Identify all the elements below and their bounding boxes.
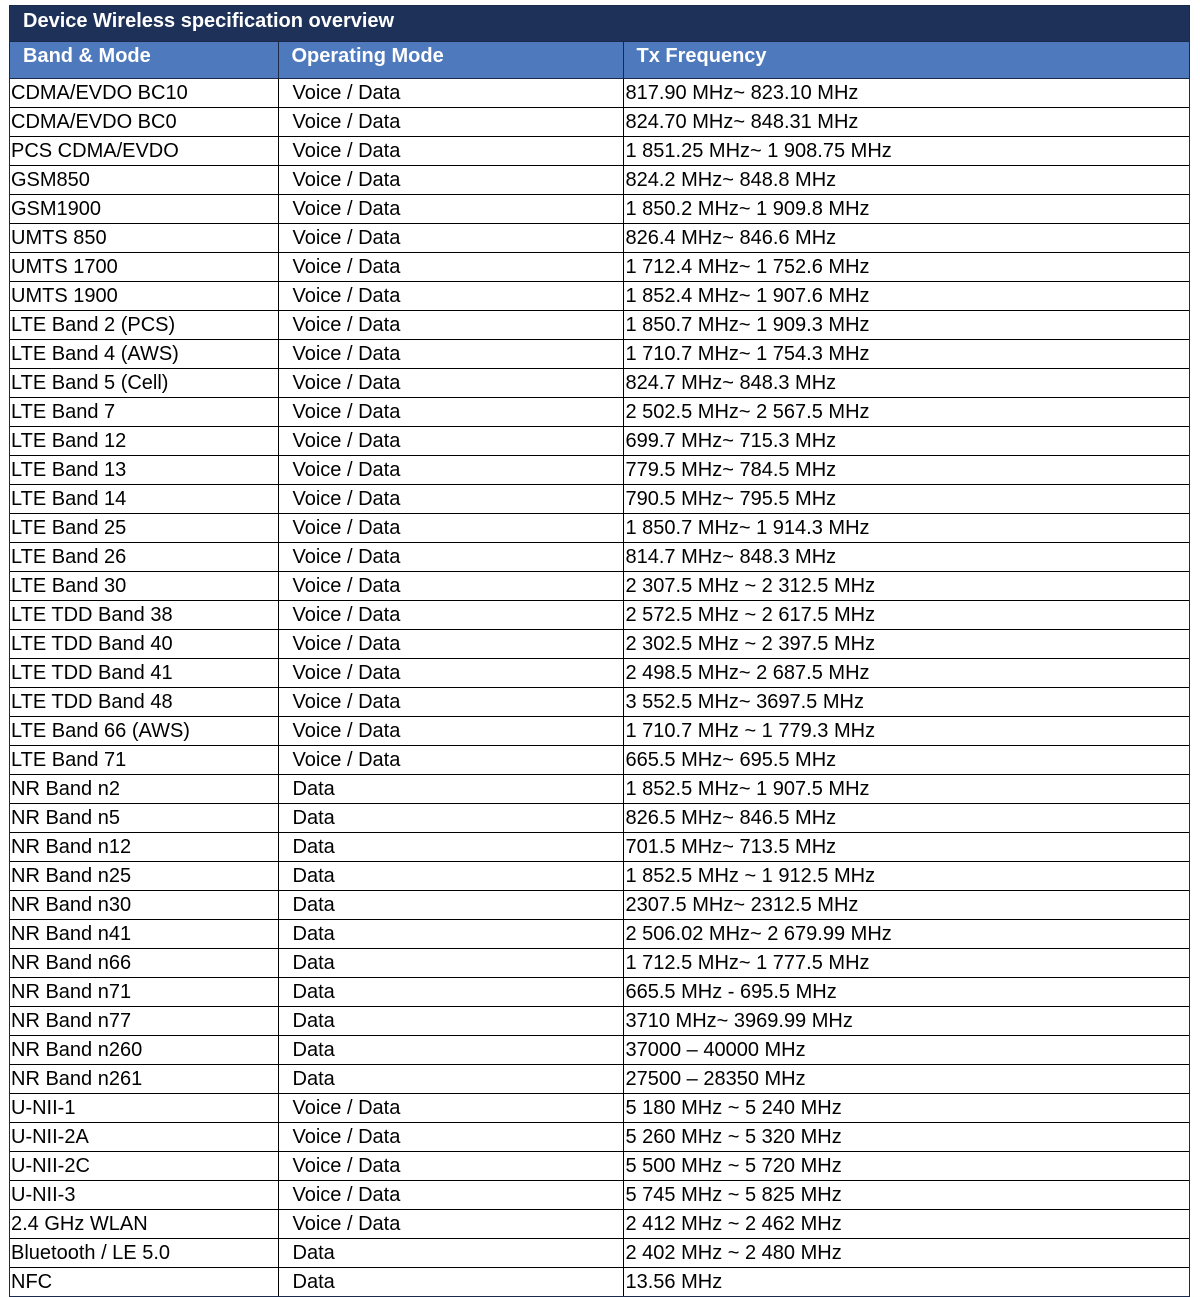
table-row — [10, 368, 1189, 397]
band-cell: NR Band n25 — [10, 861, 278, 890]
band-cell: LTE TDD Band 41 — [10, 658, 278, 687]
band-cell: UMTS 850 — [10, 223, 278, 252]
wireless-spec-table — [10, 42, 1189, 1296]
tx-frequency-cell: 790.5 MHz~ 795.5 MHz — [623, 484, 1189, 513]
band-cell: NR Band n77 — [10, 1006, 278, 1035]
operating-mode-cell: Data — [278, 948, 623, 977]
table-row — [10, 803, 1189, 832]
band-cell: U-NII-2A — [10, 1122, 278, 1151]
tx-frequency-cell: 665.5 MHz - 695.5 MHz — [623, 977, 1189, 1006]
tx-frequency-cell: 3 552.5 MHz~ 3697.5 MHz — [623, 687, 1189, 716]
band-cell: LTE Band 7 — [10, 397, 278, 426]
band-cell: LTE Band 30 — [10, 571, 278, 600]
column-header-band: Band & Mode — [10, 42, 278, 78]
table-row — [10, 1209, 1189, 1238]
tx-frequency-cell: 665.5 MHz~ 695.5 MHz — [623, 745, 1189, 774]
column-header-mode: Operating Mode — [278, 42, 623, 78]
table-row — [10, 339, 1189, 368]
band-cell: LTE TDD Band 38 — [10, 600, 278, 629]
band-cell: CDMA/EVDO BC10 — [10, 78, 278, 107]
operating-mode-cell: Voice / Data — [278, 600, 623, 629]
tx-frequency-cell: 826.4 MHz~ 846.6 MHz — [623, 223, 1189, 252]
table-row — [10, 281, 1189, 310]
tx-frequency-cell: 2 502.5 MHz~ 2 567.5 MHz — [623, 397, 1189, 426]
operating-mode-cell: Voice / Data — [278, 716, 623, 745]
operating-mode-cell: Data — [278, 861, 623, 890]
table-row — [10, 1238, 1189, 1267]
table-row — [10, 600, 1189, 629]
operating-mode-cell: Data — [278, 977, 623, 1006]
band-cell: U-NII-3 — [10, 1180, 278, 1209]
table-row — [10, 629, 1189, 658]
band-cell: LTE Band 26 — [10, 542, 278, 571]
band-cell: NR Band n5 — [10, 803, 278, 832]
band-cell: NFC — [11, 1270, 53, 1293]
operating-mode-cell: Voice / Data — [278, 136, 623, 165]
table-row — [10, 861, 1189, 890]
table-row — [10, 426, 1189, 455]
band-cell: LTE Band 25 — [10, 513, 278, 542]
operating-mode-cell: Data — [278, 1064, 623, 1093]
operating-mode-cell: Voice / Data — [278, 310, 623, 339]
band-cell: U-NII-2C — [10, 1151, 278, 1180]
band-cell: Bluetooth / LE 5.0 — [10, 1238, 278, 1267]
table-row — [10, 1064, 1189, 1093]
operating-mode-cell: Voice / Data — [278, 455, 623, 484]
band-cell: NR Band n12 — [10, 832, 278, 861]
tx-frequency-cell: 5 260 MHz ~ 5 320 MHz — [623, 1122, 1189, 1151]
table-row — [10, 252, 1189, 281]
table-row — [10, 1093, 1189, 1122]
band-cell: NR Band n260 — [10, 1035, 278, 1064]
band-cell: NR Band n71 — [10, 977, 278, 1006]
table-row — [10, 774, 1189, 803]
tx-frequency-cell: 824.70 MHz~ 848.31 MHz — [623, 107, 1189, 136]
operating-mode-cell: Voice / Data — [278, 223, 623, 252]
tx-frequency-cell: 814.7 MHz~ 848.3 MHz — [623, 542, 1189, 571]
tx-frequency-cell: 2 412 MHz ~ 2 462 MHz — [623, 1209, 1189, 1238]
band-cell: LTE Band 13 — [10, 455, 278, 484]
operating-mode-cell: Voice / Data — [278, 1209, 623, 1238]
table-row — [10, 1122, 1189, 1151]
table-row — [10, 455, 1189, 484]
table-row — [10, 1180, 1189, 1209]
operating-mode-cell: Data — [278, 1238, 623, 1267]
band-cell: LTE TDD Band 40 — [10, 629, 278, 658]
band-cell: LTE Band 4 (AWS) — [10, 339, 278, 368]
tx-frequency-cell: 817.90 MHz~ 823.10 MHz — [623, 78, 1189, 107]
tx-frequency-cell: 5 745 MHz ~ 5 825 MHz — [623, 1180, 1189, 1209]
table-row — [10, 571, 1189, 600]
tx-frequency-cell: 37000 – 40000 MHz — [623, 1035, 1189, 1064]
operating-mode-cell: Data — [278, 919, 623, 948]
band-cell: U-NII-1 — [10, 1093, 278, 1122]
band-cell: CDMA/EVDO BC0 — [10, 107, 278, 136]
table-row — [10, 687, 1189, 716]
wireless-spec-table-container — [9, 5, 1190, 1297]
operating-mode-cell: Voice / Data — [278, 745, 623, 774]
band-cell: LTE Band 71 — [10, 745, 278, 774]
table-body — [10, 78, 1189, 1296]
tx-frequency-cell: 1 851.25 MHz~ 1 908.75 MHz — [623, 136, 1189, 165]
table-row — [10, 1035, 1189, 1064]
tx-frequency-cell: 2 572.5 MHz ~ 2 617.5 MHz — [623, 600, 1189, 629]
operating-mode-cell: Voice / Data — [278, 165, 623, 194]
operating-mode-cell: Voice / Data — [278, 571, 623, 600]
table-row — [10, 977, 1189, 1006]
column-header-frequency: Tx Frequency — [623, 42, 1189, 78]
band-cell: GSM850 — [10, 165, 278, 194]
tx-frequency-cell: 2 498.5 MHz~ 2 687.5 MHz — [623, 658, 1189, 687]
tx-frequency-cell: 699.7 MHz~ 715.3 MHz — [623, 426, 1189, 455]
operating-mode-cell: Voice / Data — [278, 1093, 623, 1122]
band-cell: 2.4 GHz WLAN — [10, 1209, 278, 1238]
tx-frequency-cell: 1 710.7 MHz ~ 1 779.3 MHz — [623, 716, 1189, 745]
operating-mode-cell: Voice / Data — [278, 194, 623, 223]
band-cell: NR Band n261 — [10, 1064, 278, 1093]
operating-mode-cell: Voice / Data — [278, 281, 623, 310]
operating-mode-cell: Voice / Data — [278, 78, 623, 107]
band-cell: UMTS 1900 — [10, 281, 278, 310]
tx-frequency-cell: 3710 MHz~ 3969.99 MHz — [623, 1006, 1189, 1035]
band-cell: NR Band n30 — [10, 890, 278, 919]
table-row — [10, 658, 1189, 687]
band-cell: UMTS 1700 — [10, 252, 278, 281]
operating-mode-cell: Voice / Data — [278, 687, 623, 716]
operating-mode-cell: Voice / Data — [278, 1180, 623, 1209]
table-row — [10, 716, 1189, 745]
table-row — [10, 542, 1189, 571]
operating-mode-cell: Voice / Data — [278, 1122, 623, 1151]
table-row — [10, 165, 1189, 194]
tx-frequency-cell: 701.5 MHz~ 713.5 MHz — [623, 832, 1189, 861]
tx-frequency-cell: 1 852.4 MHz~ 1 907.6 MHz — [623, 281, 1189, 310]
operating-mode-cell: Voice / Data — [278, 629, 623, 658]
operating-mode-cell: Data — [278, 774, 623, 803]
operating-mode-cell: Data — [278, 1006, 623, 1035]
table-row — [10, 948, 1189, 977]
table-row — [10, 1006, 1189, 1035]
tx-frequency-cell: 779.5 MHz~ 784.5 MHz — [623, 455, 1189, 484]
band-cell: GSM1900 — [10, 194, 278, 223]
operating-mode-cell: Data — [278, 1267, 623, 1296]
table-row — [10, 745, 1189, 774]
table-row — [10, 832, 1189, 861]
operating-mode-cell: Voice / Data — [278, 107, 623, 136]
band-cell: PCS CDMA/EVDO — [10, 136, 278, 165]
operating-mode-cell: Voice / Data — [278, 513, 623, 542]
operating-mode-cell: Data — [278, 803, 623, 832]
band-cell: LTE TDD Band 48 — [10, 687, 278, 716]
table-row — [10, 194, 1189, 223]
table-row — [10, 78, 1189, 107]
tx-frequency-cell: 13.56 MHz — [623, 1267, 1189, 1296]
tx-frequency-cell: 1 852.5 MHz ~ 1 912.5 MHz — [623, 861, 1189, 890]
tx-frequency-cell: 824.7 MHz~ 848.3 MHz — [623, 368, 1189, 397]
band-cell: LTE Band 12 — [10, 426, 278, 455]
tx-frequency-cell: 5 180 MHz ~ 5 240 MHz — [623, 1093, 1189, 1122]
tx-frequency-cell: 1 850.7 MHz~ 1 914.3 MHz — [623, 513, 1189, 542]
table-row — [10, 1267, 1189, 1296]
operating-mode-cell: Voice / Data — [278, 426, 623, 455]
tx-frequency-cell: 1 852.5 MHz~ 1 907.5 MHz — [623, 774, 1189, 803]
table-row — [10, 513, 1189, 542]
tx-frequency-cell: 826.5 MHz~ 846.5 MHz — [623, 803, 1189, 832]
operating-mode-cell: Voice / Data — [278, 252, 623, 281]
band-cell: NR Band n2 — [10, 774, 278, 803]
band-cell: LTE Band 14 — [10, 484, 278, 513]
operating-mode-cell: Voice / Data — [278, 542, 623, 571]
operating-mode-cell: Data — [278, 890, 623, 919]
tx-frequency-cell: 2 506.02 MHz~ 2 679.99 MHz — [623, 919, 1189, 948]
tx-frequency-cell: 2307.5 MHz~ 2312.5 MHz — [623, 890, 1189, 919]
table-row — [10, 484, 1189, 513]
header-row — [10, 42, 1189, 78]
tx-frequency-cell: 824.2 MHz~ 848.8 MHz — [623, 165, 1189, 194]
tx-frequency-cell: 2 307.5 MHz ~ 2 312.5 MHz — [623, 571, 1189, 600]
tx-frequency-cell: 1 850.7 MHz~ 1 909.3 MHz — [623, 310, 1189, 339]
band-cell: LTE Band 2 (PCS) — [10, 310, 278, 339]
band-cell: NR Band n41 — [10, 919, 278, 948]
tx-frequency-cell: 1 710.7 MHz~ 1 754.3 MHz — [623, 339, 1189, 368]
table-row — [10, 107, 1189, 136]
table-row — [10, 397, 1189, 426]
table-row — [10, 919, 1189, 948]
table-row — [10, 223, 1189, 252]
tx-frequency-cell: 1 850.2 MHz~ 1 909.8 MHz — [623, 194, 1189, 223]
table-row — [10, 136, 1189, 165]
tx-frequency-cell: 2 402 MHz ~ 2 480 MHz — [623, 1238, 1189, 1267]
operating-mode-cell: Voice / Data — [278, 339, 623, 368]
band-cell: LTE Band 5 (Cell) — [10, 368, 278, 397]
tx-frequency-cell: 5 500 MHz ~ 5 720 MHz — [623, 1151, 1189, 1180]
tx-frequency-cell: 27500 – 28350 MHz — [623, 1064, 1189, 1093]
operating-mode-cell: Voice / Data — [278, 368, 623, 397]
operating-mode-cell: Voice / Data — [278, 484, 623, 513]
tx-frequency-cell: 2 302.5 MHz ~ 2 397.5 MHz — [623, 629, 1189, 658]
table-row — [10, 310, 1189, 339]
tx-frequency-cell: 1 712.4 MHz~ 1 752.6 MHz — [623, 252, 1189, 281]
tx-frequency-cell: 1 712.5 MHz~ 1 777.5 MHz — [623, 948, 1189, 977]
band-cell: NR Band n66 — [10, 948, 278, 977]
table-row — [10, 890, 1189, 919]
table-title: Device Wireless specification overview — [10, 6, 1189, 42]
operating-mode-cell: Data — [278, 1035, 623, 1064]
operating-mode-cell: Voice / Data — [278, 658, 623, 687]
operating-mode-cell: Voice / Data — [278, 397, 623, 426]
operating-mode-cell: Voice / Data — [278, 1151, 623, 1180]
operating-mode-cell: Data — [278, 832, 623, 861]
table-row — [10, 1151, 1189, 1180]
band-cell: LTE Band 66 (AWS) — [10, 716, 278, 745]
